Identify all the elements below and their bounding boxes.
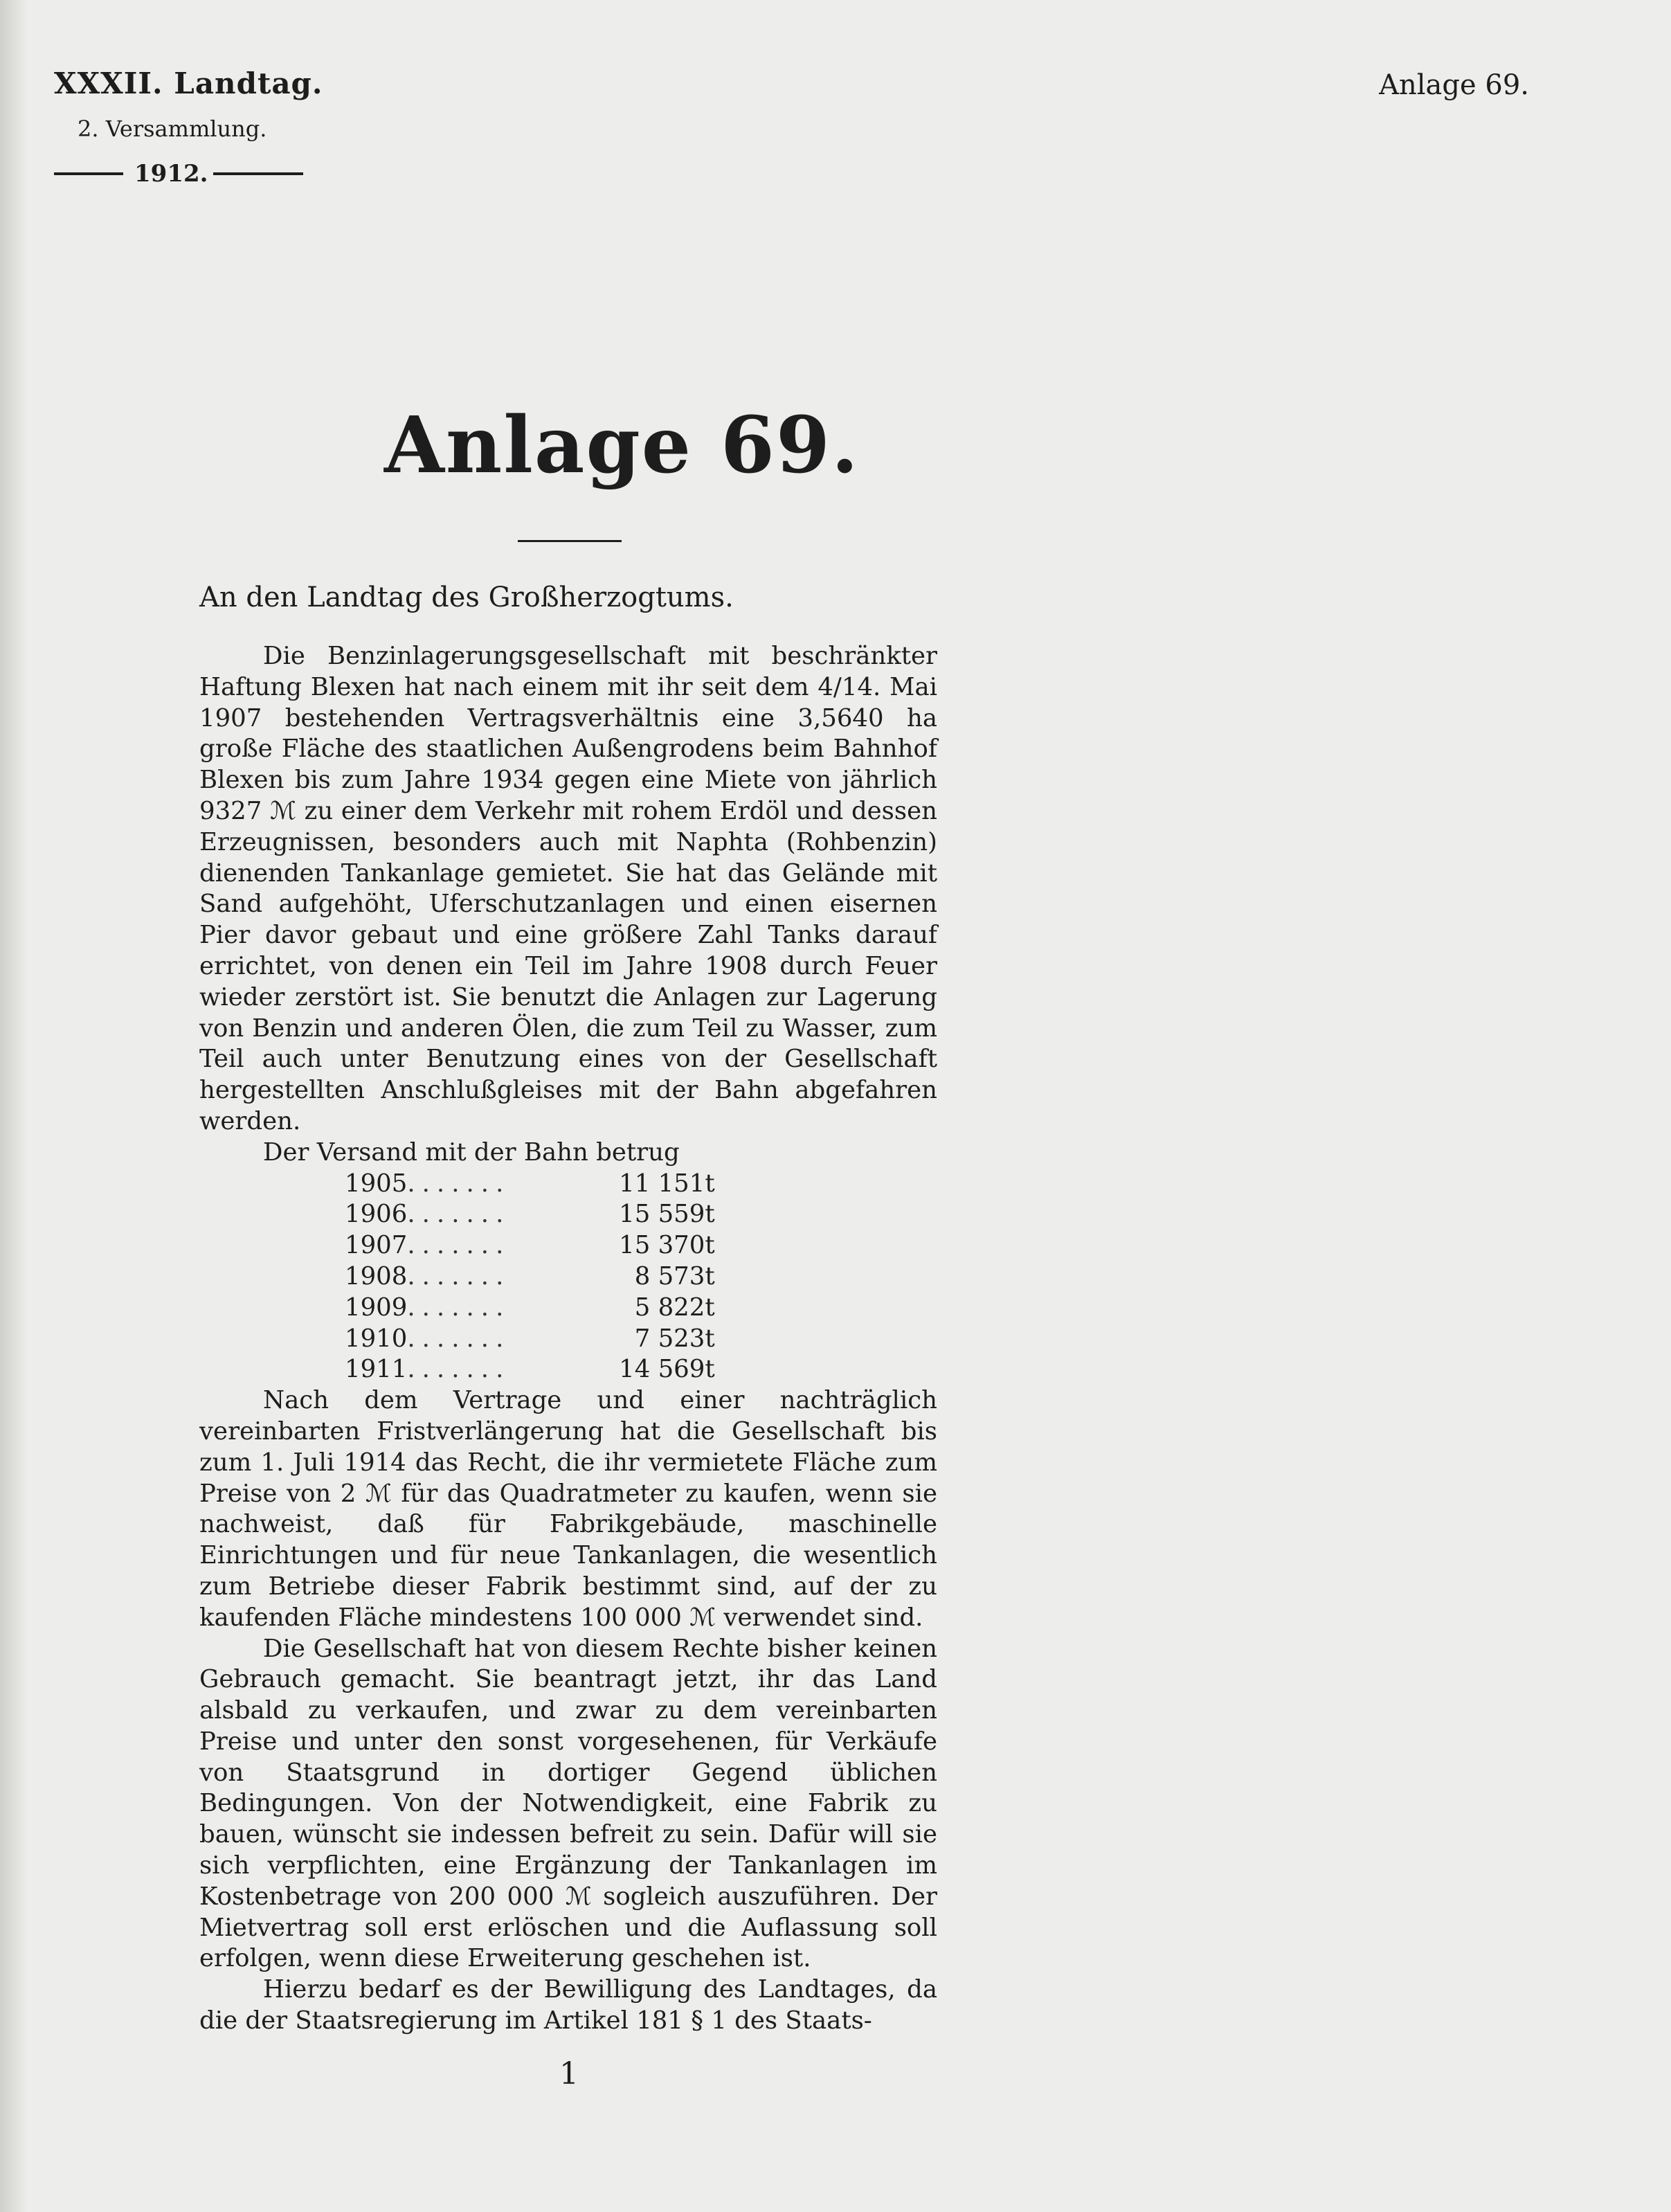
year-rule-right [213, 172, 303, 175]
amount-cell: 14 569 [619, 1355, 705, 1384]
table-row [345, 1169, 715, 1200]
session-label: XXXII. Landtag. [54, 66, 323, 100]
table-row [345, 1199, 715, 1230]
shipment-table [345, 1169, 715, 1386]
leader-dots: ....... [407, 1200, 511, 1229]
assembly-label: 2. Versammlung. [78, 116, 267, 142]
table-row [345, 1261, 715, 1293]
address-line: An den Landtag des Großherzogtums. [199, 582, 734, 613]
unit-cell: t [705, 1261, 715, 1291]
year-rule-left [54, 172, 123, 175]
appendix-label: Anlage 69. [1379, 69, 1529, 101]
unit-cell: t [705, 1355, 715, 1384]
header-left [54, 66, 323, 188]
unit-cell: t [705, 1169, 715, 1198]
table-row [345, 1293, 715, 1324]
table-row [345, 1324, 715, 1355]
paragraph: Die Gesellschaft hat von diesem Rechte bisher keinen Gebrauch gemacht. Sie beantragt jetzt, ihr das Land alsbald zu verkaufen, und zwar zu dem vereinbarten Preise und unter den sonst vorgesehenen, für Verkäufe von Staatsgrund in dortiger Gegend üblichen Bedingungen. Von der Notwendigkeit, eine Fabrik zu bauen, wünscht sie indessen befreit zu sein. Dafür will sie sich verpflichten, eine Ergänzung der Tankanlagen im Kostenbetrage von 200 000 ℳ sogleich auszuführen. Der Mietvertrag soll erst erlöschen und die Auflassung soll erfolgen, wenn diese Erweiterung geschehen ist. [199, 1634, 937, 1973]
table-row [345, 1354, 715, 1385]
year-cell: 1905 [345, 1169, 408, 1198]
paragraph: Der Versand mit der Bahn betrug [263, 1138, 680, 1167]
body-text [199, 641, 937, 2037]
year-cell: 1907 [345, 1231, 408, 1260]
binding-shadow [0, 0, 28, 2212]
unit-cell: t [705, 1200, 715, 1229]
unit-cell: t [705, 1231, 715, 1260]
leader-dots: ....... [407, 1293, 511, 1322]
leader-dots: ....... [407, 1169, 511, 1198]
amount-cell: 15 370 [619, 1231, 705, 1260]
amount-cell: 11 151 [619, 1169, 705, 1198]
year-cell: 1906 [345, 1200, 408, 1229]
unit-cell: t [705, 1293, 715, 1322]
paragraph: Die Benzinlagerungsgesellschaft mit beschränkter Haftung Blexen hat nach einem mit ihr seit dem 4/14. Mai 1907 bestehenden Vertragsverhältnis eine 3,5640 ha große Fläche des staatlichen Außengrodens beim Bahnhof Blexen bis zum Jahre 1934 gegen eine Miete von jährlich 9327 ℳ zu einer dem Verkehr mit rohem Erdöl und dessen Erzeugnissen, besonders auch mit Naphta (Rohbenzin) dienenden Tankanlage gemietet. Sie hat das Gelände mit Sand aufgehöht, Uferschutzanlagen und einen eisernen Pier davor gebaut und eine größere Zahl Tanks darauf errichtet, von denen ein Teil im Jahre 1908 durch Feuer wieder zerstört ist. Sie benutzt die Anlagen zur Lagerung von Benzin und anderen Ölen, die zum Teil zu Wasser, zum Teil auch unter Benutzung eines von der Gesellschaft hergestellten Anschlußgleises mit der Bahn abgefahren werden. [199, 642, 937, 1135]
amount-cell: 15 559 [619, 1200, 705, 1229]
paragraph: Hierzu bedarf es der Bewilligung des Landtages, da die der Staatsregierung im Artikel 181 § 1 des Staats- [199, 1975, 937, 2035]
table-row [345, 1230, 715, 1261]
page-number: 1 [559, 2056, 579, 2092]
page-title: Anlage 69. [384, 400, 860, 491]
leader-dots: ....... [407, 1231, 511, 1260]
amount-cell: 5 822 [634, 1293, 705, 1322]
year-label: 1912. [134, 160, 208, 188]
leader-dots: ....... [407, 1261, 511, 1291]
title-rule [518, 540, 622, 542]
amount-cell: 8 573 [634, 1261, 705, 1291]
year-cell: 1910 [345, 1324, 408, 1353]
year-line [54, 160, 323, 188]
year-cell: 1909 [345, 1293, 408, 1322]
year-cell: 1911 [345, 1355, 408, 1384]
year-cell: 1908 [345, 1261, 408, 1291]
amount-cell: 7 523 [634, 1324, 705, 1353]
paragraph: Nach dem Vertrage und einer nachträglich vereinbarten Fristverlängerung hat die Gesellschaft bis zum 1. Juli 1914 das Recht, die ihr vermietete Fläche zum Preise von 2 ℳ für das Quadratmeter zu kaufen, wenn sie nachweist, daß für Fabrikgebäude, maschinelle Einrichtungen und für neue Tankanlagen, die wesentlich zum Betriebe dieser Fabrik bestimmt sind, auf der zu kaufenden Fläche mindestens 100 000 ℳ verwendet sind. [199, 1386, 937, 1632]
leader-dots: ....... [407, 1355, 511, 1384]
leader-dots: ....... [407, 1324, 511, 1353]
unit-cell: t [705, 1324, 715, 1353]
